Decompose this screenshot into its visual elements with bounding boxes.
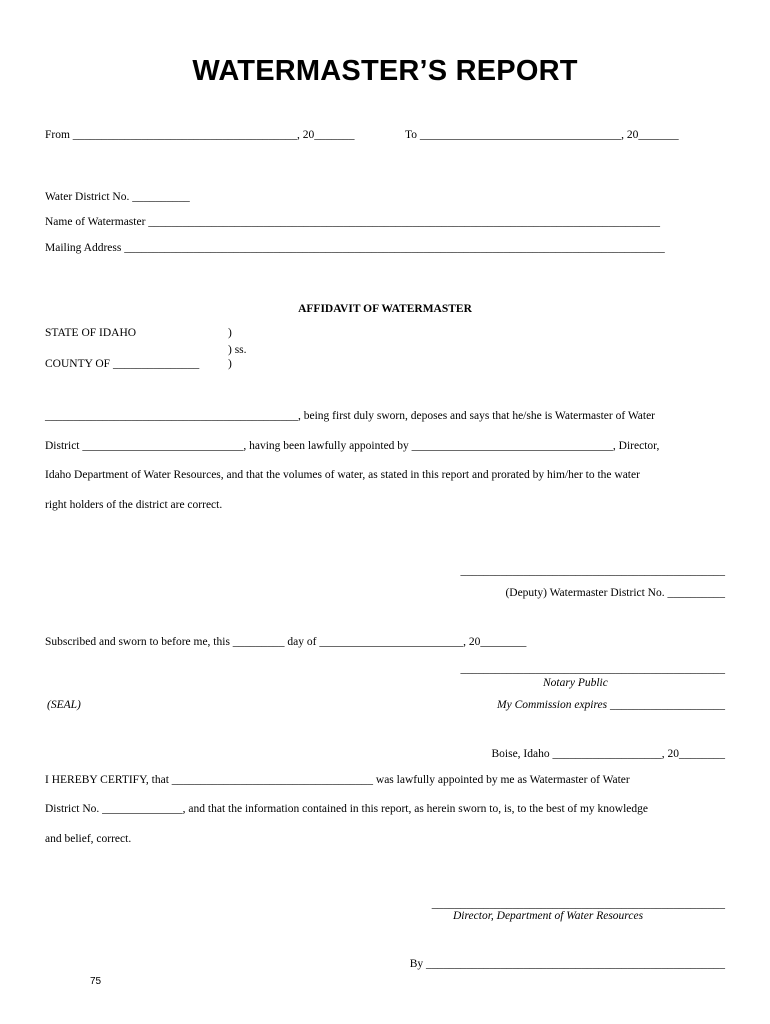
- watermaster-name-field[interactable]: Name of Watermaster _________________________________________________________________________________________: [45, 216, 661, 228]
- place-date-field[interactable]: Boise, Idaho ___________________, 20________: [491, 748, 725, 760]
- report-title: WATERMASTER’S REPORT: [192, 55, 578, 87]
- water-district-field[interactable]: Water District No. __________: [45, 191, 190, 203]
- to-date-field[interactable]: To ___________________________________, 20_______: [405, 129, 679, 141]
- certify-text: and belief, correct.: [45, 833, 132, 845]
- seal-label: (SEAL): [47, 699, 81, 711]
- notary-signature-line[interactable]: ______________________________________________: [460, 663, 725, 675]
- affidavit-text: right holders of the district are correct.: [45, 499, 223, 511]
- state-label: STATE OF IDAHO: [45, 327, 137, 339]
- venue-paren: ): [228, 358, 232, 370]
- by-signature-line[interactable]: By ____________________________________________________: [409, 958, 725, 970]
- notary-public-caption: Notary Public: [543, 677, 608, 689]
- affidavit-text: Idaho Department of Water Resources, and that the volumes of water, as stated in this report and prorated by him/her to the water: [45, 469, 640, 481]
- affiant-name-line[interactable]: ____________________________________________, being first duly sworn, deposes and says that he/she is Watermaster of Water: [45, 410, 656, 422]
- mailing-address-field[interactable]: Mailing Address ______________________________________________________________________________________________: [45, 242, 665, 254]
- affidavit-heading: AFFIDAVIT OF WATERMASTER: [298, 303, 472, 315]
- venue-paren: ): [228, 327, 232, 339]
- certify-district-line[interactable]: District No. ______________, and that the information contained in this report, as herein sworn to, is, to the best of my knowledge: [45, 803, 649, 815]
- commission-expires-field[interactable]: My Commission expires ____________________: [497, 699, 725, 711]
- county-field[interactable]: COUNTY OF _______________: [45, 358, 200, 370]
- from-date-field[interactable]: From _______________________________________, 20_______: [45, 129, 355, 141]
- director-caption: Director, Department of Water Resources: [453, 910, 644, 922]
- director-signature-line[interactable]: ___________________________________________________: [431, 898, 725, 910]
- certify-line[interactable]: I HEREBY CERTIFY, that ___________________________________ was lawfully appointed by me as Watermaster of Water: [45, 774, 630, 786]
- watermaster-signature-caption[interactable]: (Deputy) Watermaster District No. __________: [505, 587, 725, 599]
- venue-ss: ) ss.: [228, 344, 247, 356]
- subscribed-sworn-line[interactable]: Subscribed and sworn to before me, this _________ day of _________________________, 20________: [45, 636, 527, 648]
- watermaster-signature-line[interactable]: ______________________________________________: [460, 565, 725, 577]
- page-number: 75: [90, 976, 102, 987]
- district-appointment-line[interactable]: District ____________________________, having been lawfully appointed by ___________________________________, Director,: [45, 440, 660, 452]
